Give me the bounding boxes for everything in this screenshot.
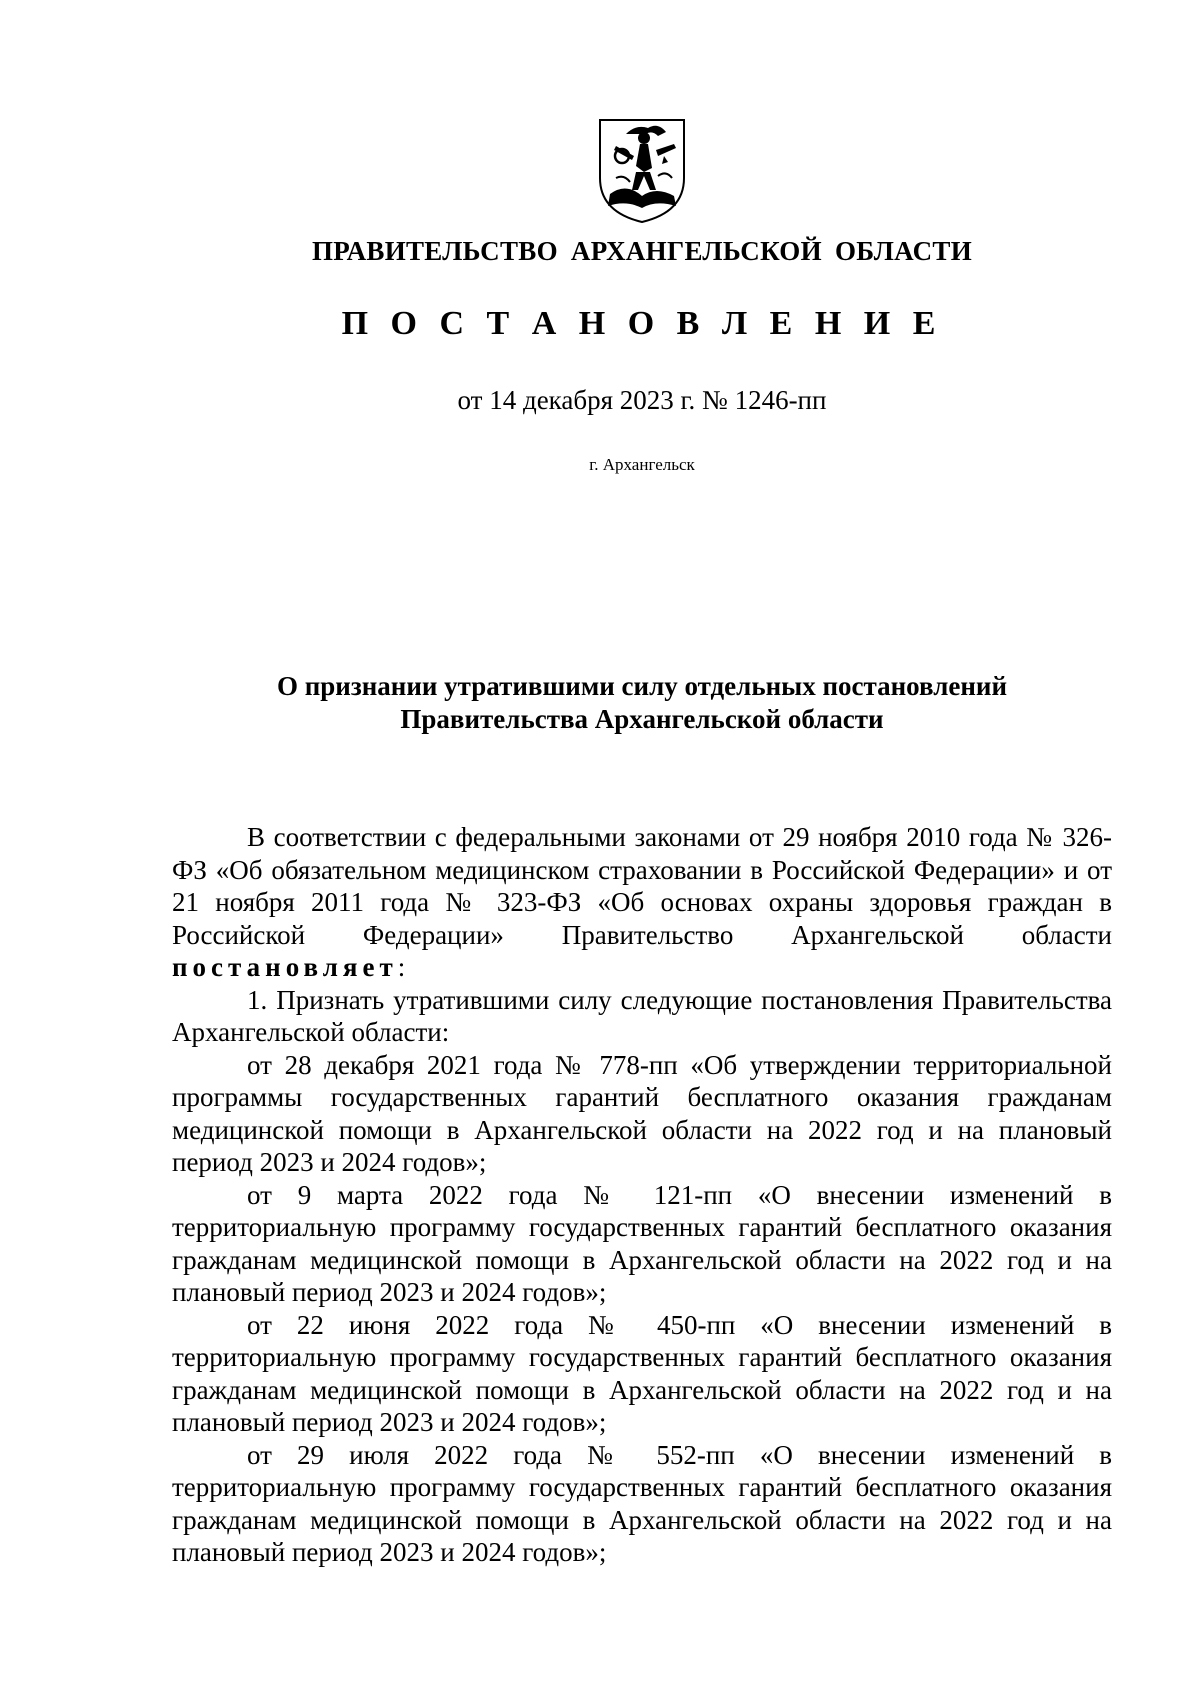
- arkhangelsk-coat-of-arms-icon: [596, 116, 688, 224]
- preamble-end: :: [397, 952, 406, 982]
- act-paragraph: от 28 декабря 2021 года № 778-пп «Об утверждении территориальной программы государственных гарантий бесплатного оказания гражданам медицинской помощи в Архангельской области на 2022 год и на плановый период 2023 и 2024 годов»;: [172, 1049, 1112, 1177]
- document-body: [172, 821, 1112, 1569]
- preamble-paragraph: [172, 821, 1112, 984]
- organization-name: ПРАВИТЕЛЬСТВО АРХАНГЕЛЬСКОЙ ОБЛАСТИ: [311, 236, 973, 266]
- document-date-number: от 14 декабря 2023 г. № 1246-пп: [457, 385, 827, 415]
- document-city: г. Архангельск: [589, 455, 695, 474]
- act-paragraph: от 22 июня 2022 года № 450-пп «О внесении изменений в территориальную программу государственных гарантий бесплатного оказания гражданам медицинской помощи в Архангельской области на 2022 год и на плановый период 2023 и 2024 годов»;: [172, 1309, 1112, 1437]
- preamble-text: В соответствии с федеральными законами от 29 ноября 2010 года № 326-ФЗ «Об обязательном медицинском страховании в Российской Федерации» и от 21 ноября 2011 года № 323-ФЗ «Об основах охраны здоровья граждан в Российской Федерации» Правительство Архангельской области: [172, 822, 1112, 950]
- item-1-paragraph: 1. Признать утратившими силу следующие постановления Правительства Архангельской области:: [172, 984, 1112, 1047]
- act-paragraph: от 29 июля 2022 года № 552-пп «О внесении изменений в территориальную программу государственных гарантий бесплатного оказания гражданам медицинской помощи в Архангельской области на 2022 год и на плановый период 2023 и 2024 годов»;: [172, 1439, 1112, 1567]
- preamble-verb: постановляет: [172, 952, 398, 982]
- act-paragraph: от 9 марта 2022 года № 121-пп «О внесении изменений в территориальную программу государственных гарантий бесплатного оказания гражданам медицинской помощи в Архангельской области на 2022 год и на плановый период 2023 и 2024 годов»;: [172, 1179, 1112, 1307]
- document-title-line-2: Правительства Архангельской области: [400, 704, 884, 734]
- document-type: П О С Т А Н О В Л Е Н И Е: [341, 305, 943, 342]
- document-title-line-1: О признании утратившими силу отдельных постановлений: [276, 671, 1008, 701]
- document-title: [170, 670, 1114, 736]
